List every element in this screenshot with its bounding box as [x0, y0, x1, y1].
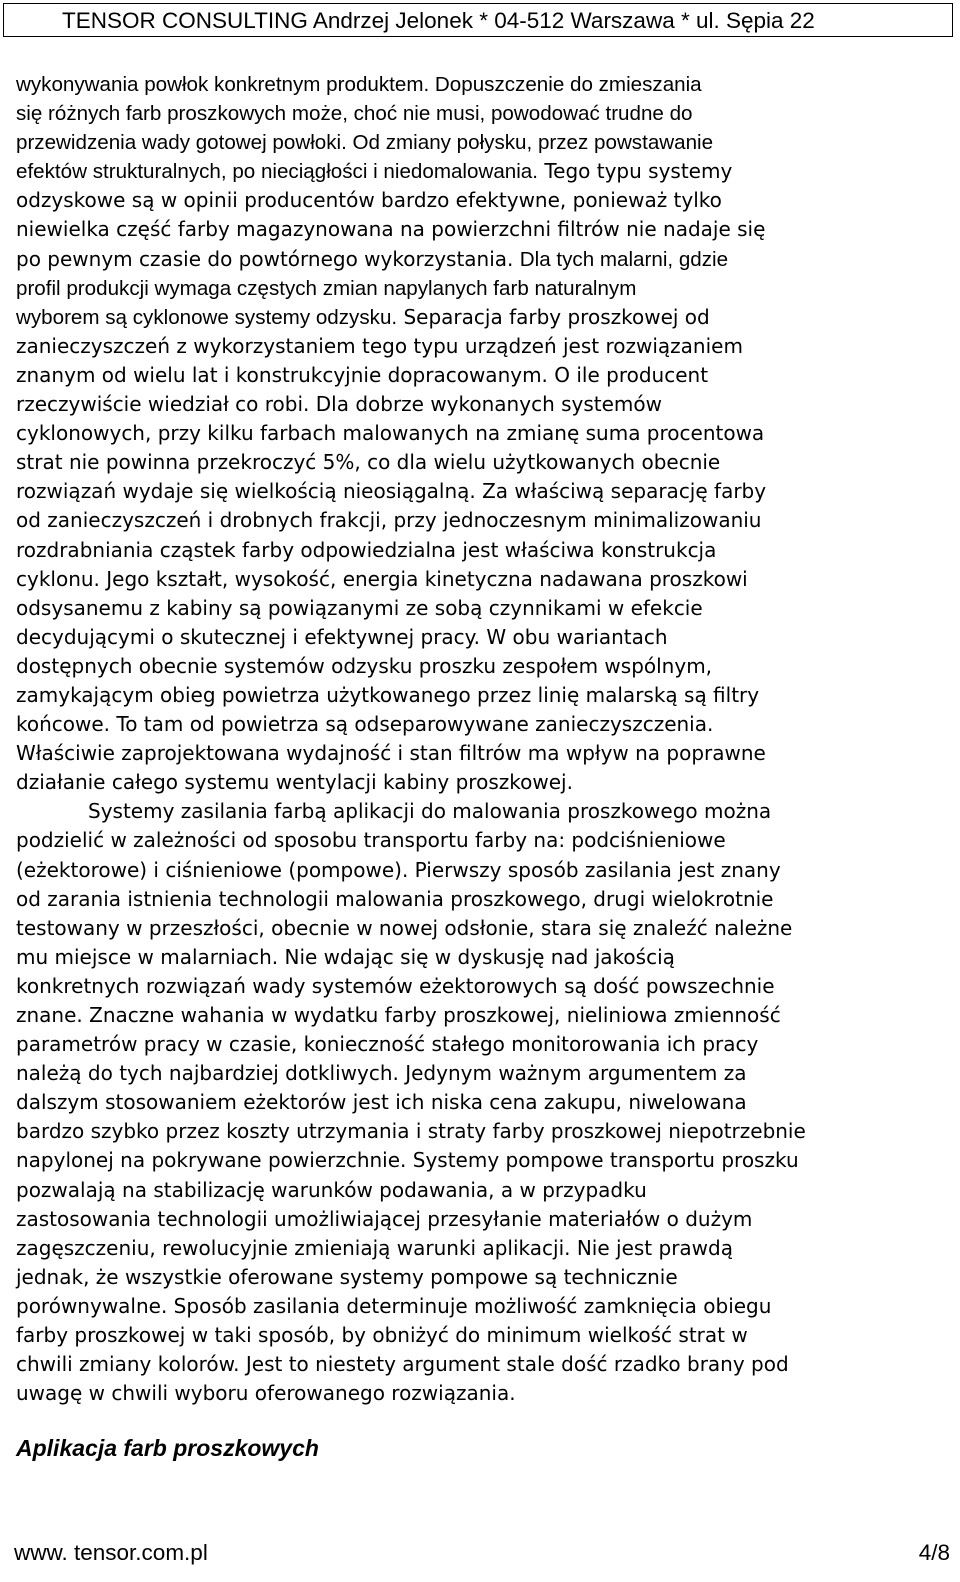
text-line: przewidzenia wady gotowej powłoki. Od zmiany połysku, przez powstawanie: [16, 131, 714, 155]
text-line: parametrów pracy w czasie, konieczność stałego monitorowania ich pracy: [16, 1032, 759, 1057]
text-line: końcowe. To tam od powietrza są odseparowywane zanieczyszczenia.: [16, 712, 714, 737]
text-line: rozwiązań wydaje się wielkością nieosiągalną. Za właściwą separację farby: [16, 479, 767, 504]
text-line: niewielka część farby magazynowana na powierzchni filtrów nie nadaje się: [16, 217, 766, 242]
text-line: zagęszczeniu, rewolucyjnie zmieniają warunki aplikacji. Nie jest prawdą: [16, 1235, 733, 1260]
text-line: napylonej na pokrywane powierzchnie. Systemy pompowe transportu proszku: [16, 1148, 799, 1173]
text-line: jednak, że wszystkie oferowane systemy pompowe są technicznie: [16, 1264, 678, 1289]
text-line: wykonywania powłok konkretnym produktem. Dopuszczenie do zmieszania: [16, 73, 702, 96]
text-line: strat nie powinna przekroczyć 5%, co dla wielu użytkowanych obecnie: [16, 450, 721, 475]
text-line: dostępnych obecnie systemów odzysku proszku zespołem wspólnym,: [16, 653, 713, 678]
text-segment: wyborem są cyklonowe systemy odzysku.: [16, 305, 398, 329]
text-line: znanym od wielu lat i konstrukcyjnie dopracowanym. O ile producent: [16, 362, 709, 387]
text-line: pozwalają na stabilizację warunków podawania, a w przypadku: [16, 1177, 647, 1202]
text-line: rzeczywiście wiedział co robi. Dla dobrze wykonanych systemów: [16, 392, 662, 417]
text-segment: po pewnym czasie do powtórnego wykorzystania.: [16, 246, 514, 271]
text-line: cyklonu. Jego kształt, wysokość, energia kinetyczna nadawana proszkowi: [16, 566, 748, 591]
text-line: znane. Znaczne wahania w wydatku farby proszkowej, nieliniowa zmienność: [16, 1003, 781, 1027]
page-header: TENSOR CONSULTING Andrzej Jelonek * 04-512 Warszawa * ul. Sępia 22: [3, 3, 953, 37]
text-line: należą do tych najbardziej dotkliwych. Jedynym ważnym argumentem za: [16, 1061, 747, 1086]
text-line: zastosowania technologii umożliwiającej przesyłanie materiałów o dużym: [16, 1206, 753, 1231]
text-line: dalszym stosowaniem eżektorów jest ich niska cena zakupu, niwelowana: [16, 1090, 747, 1115]
text-line: testowany w przeszłości, obecnie w nowej odsłonie, stara się znaleźć należne: [16, 915, 793, 940]
text-segment: Tego typu systemy: [544, 159, 733, 184]
text-line: profil produkcji wymaga częstych zmian napylanych farb naturalnym: [16, 276, 637, 300]
text-line: zamykającym obieg powietrza użytkowanego przez linię malarską są filtry: [16, 682, 760, 707]
text-line: zanieczyszczeń z wykorzystaniem tego typu urządzeń jest rozwiązaniem: [16, 333, 743, 358]
text-line: konkretnych rozwiązań wady systemów eżektorowych są dość powszechnie: [16, 973, 775, 998]
text-line: [16, 303, 951, 332]
section-heading: Aplikacja farb proszkowych: [16, 1435, 319, 1461]
text-line: odsysanemu z kabiny są powiązanymi ze sobą czynnikami w efekcie: [16, 595, 703, 620]
text-line: odzyskowe są w opinii producentów bardzo efektywne, ponieważ tylko: [16, 188, 722, 213]
text-line: bardzo szybko przez koszty utrzymania i straty farby proszkowej niepotrzebnie: [16, 1119, 806, 1144]
text-segment: efektów strukturalnych, po nieciągłości i niedomalowania.: [16, 160, 538, 184]
text-line: od zanieczyszczeń i drobnych frakcji, przy jednoczesnym minimalizowaniu: [16, 508, 762, 533]
text-line: Właściwie zaprojektowana wydajność i stan filtrów ma wpływ na poprawne: [16, 741, 766, 766]
text-line: podzielić w zależności od sposobu transportu farby na: podciśnieniowe: [16, 828, 726, 853]
text-line: decydującymi o skutecznej i efektywnej pracy. W obu wariantach: [16, 624, 668, 649]
footer-url: www. tensor.com.pl: [14, 1540, 208, 1565]
text-line: działanie całego systemu wentylacji kabiny proszkowej.: [16, 770, 573, 795]
text-line: się różnych farb proszkowych może, choć nie musi, powodować trudne do: [16, 102, 693, 126]
text-line: mu miejsce w malarniach. Nie wdając się w dyskusję nad jakością: [16, 944, 675, 969]
text-line: (eżektorowe) i ciśnieniowe (pompowe). Pierwszy sposób zasilania jest znany: [16, 857, 781, 882]
text-line: Systemy zasilania farbą aplikacji do malowania proszkowego można: [88, 799, 772, 824]
text-line: rozdrabniania cząstek farby odpowiedzialna jest właściwa konstrukcja: [16, 537, 717, 562]
text-line: porównywalne. Sposób zasilania determinuje możliwość zamknięcia obiegu: [16, 1293, 772, 1318]
text-line: chwili zmiany kolorów. Jest to niestety argument stale dość rzadko brany pod: [16, 1352, 789, 1377]
page-number: 4/8: [918, 1540, 950, 1565]
text-line: farby proszkowej w taki sposób, by obniżyć do minimum wielkość strat w: [16, 1323, 748, 1348]
text-line: cyklonowych, przy kilku farbach malowanych na zmianę suma procentowa: [16, 421, 765, 446]
text-line: [16, 245, 951, 274]
text-line: od zarania istnienia technologii malowania proszkowego, drugi wielokrotnie: [16, 886, 774, 911]
body-text: [16, 70, 951, 1408]
text-line: [16, 157, 951, 186]
text-segment: Dla tych malarni, gdzie: [519, 247, 729, 271]
text-segment: Separacja farby proszkowej od: [403, 304, 710, 329]
text-line: uwagę w chwili wyboru oferowanego rozwiązania.: [16, 1381, 516, 1406]
